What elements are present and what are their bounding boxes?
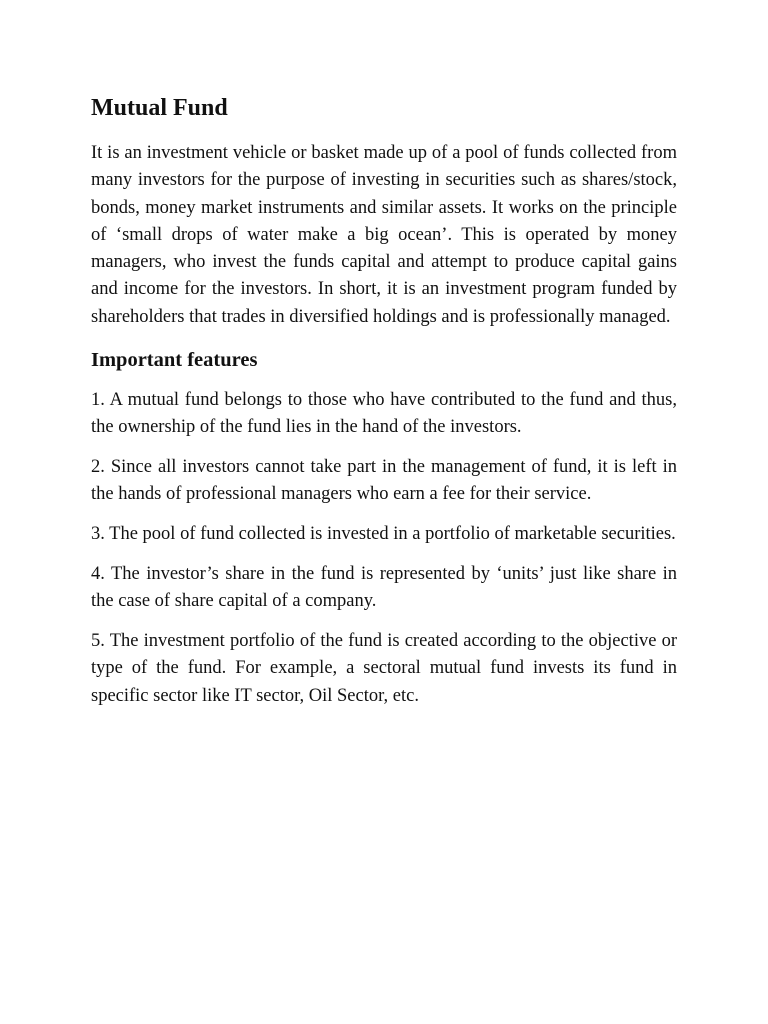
document-title: Mutual Fund: [91, 95, 228, 121]
feature-item-1: 1. A mutual fund belongs to those who have contributed to the fund and thus, the ownership of the fund lies in the hand of the investors.: [91, 390, 677, 438]
features-heading: Important features: [91, 349, 258, 372]
feature-item-3: 3. The pool of fund collected is invested in a portfolio of marketable securities.: [91, 524, 676, 545]
feature-item-5: 5. The investment portfolio of the fund is created according to the objective or type of the fund. For example, a sectoral mutual fund invests its fund in specific sector like IT sector, Oil Sector, etc.: [91, 631, 677, 706]
feature-item-4: 4. The investor’s share in the fund is represented by ‘units’ just like share in the case of share capital of a company.: [91, 564, 677, 612]
feature-item-2: 2. Since all investors cannot take part in the management of fund, it is left in the hands of professional managers who earn a fee for their service.: [91, 457, 677, 505]
document-page: [91, 92, 677, 723]
intro-paragraph: It is an investment vehicle or basket made up of a pool of funds collected from many investors for the purpose of investing in securities such as shares/stock, bonds, money market instruments and similar assets. It works on the principle of ‘small drops of water make a big ocean’. This is operated by money managers, who invest the funds capital and attempt to produce capital gains and income for the investors. In short, it is an investment program funded by shareholders that trades in diversified holdings and is professionally managed.: [91, 143, 677, 327]
features-list: [91, 387, 677, 710]
